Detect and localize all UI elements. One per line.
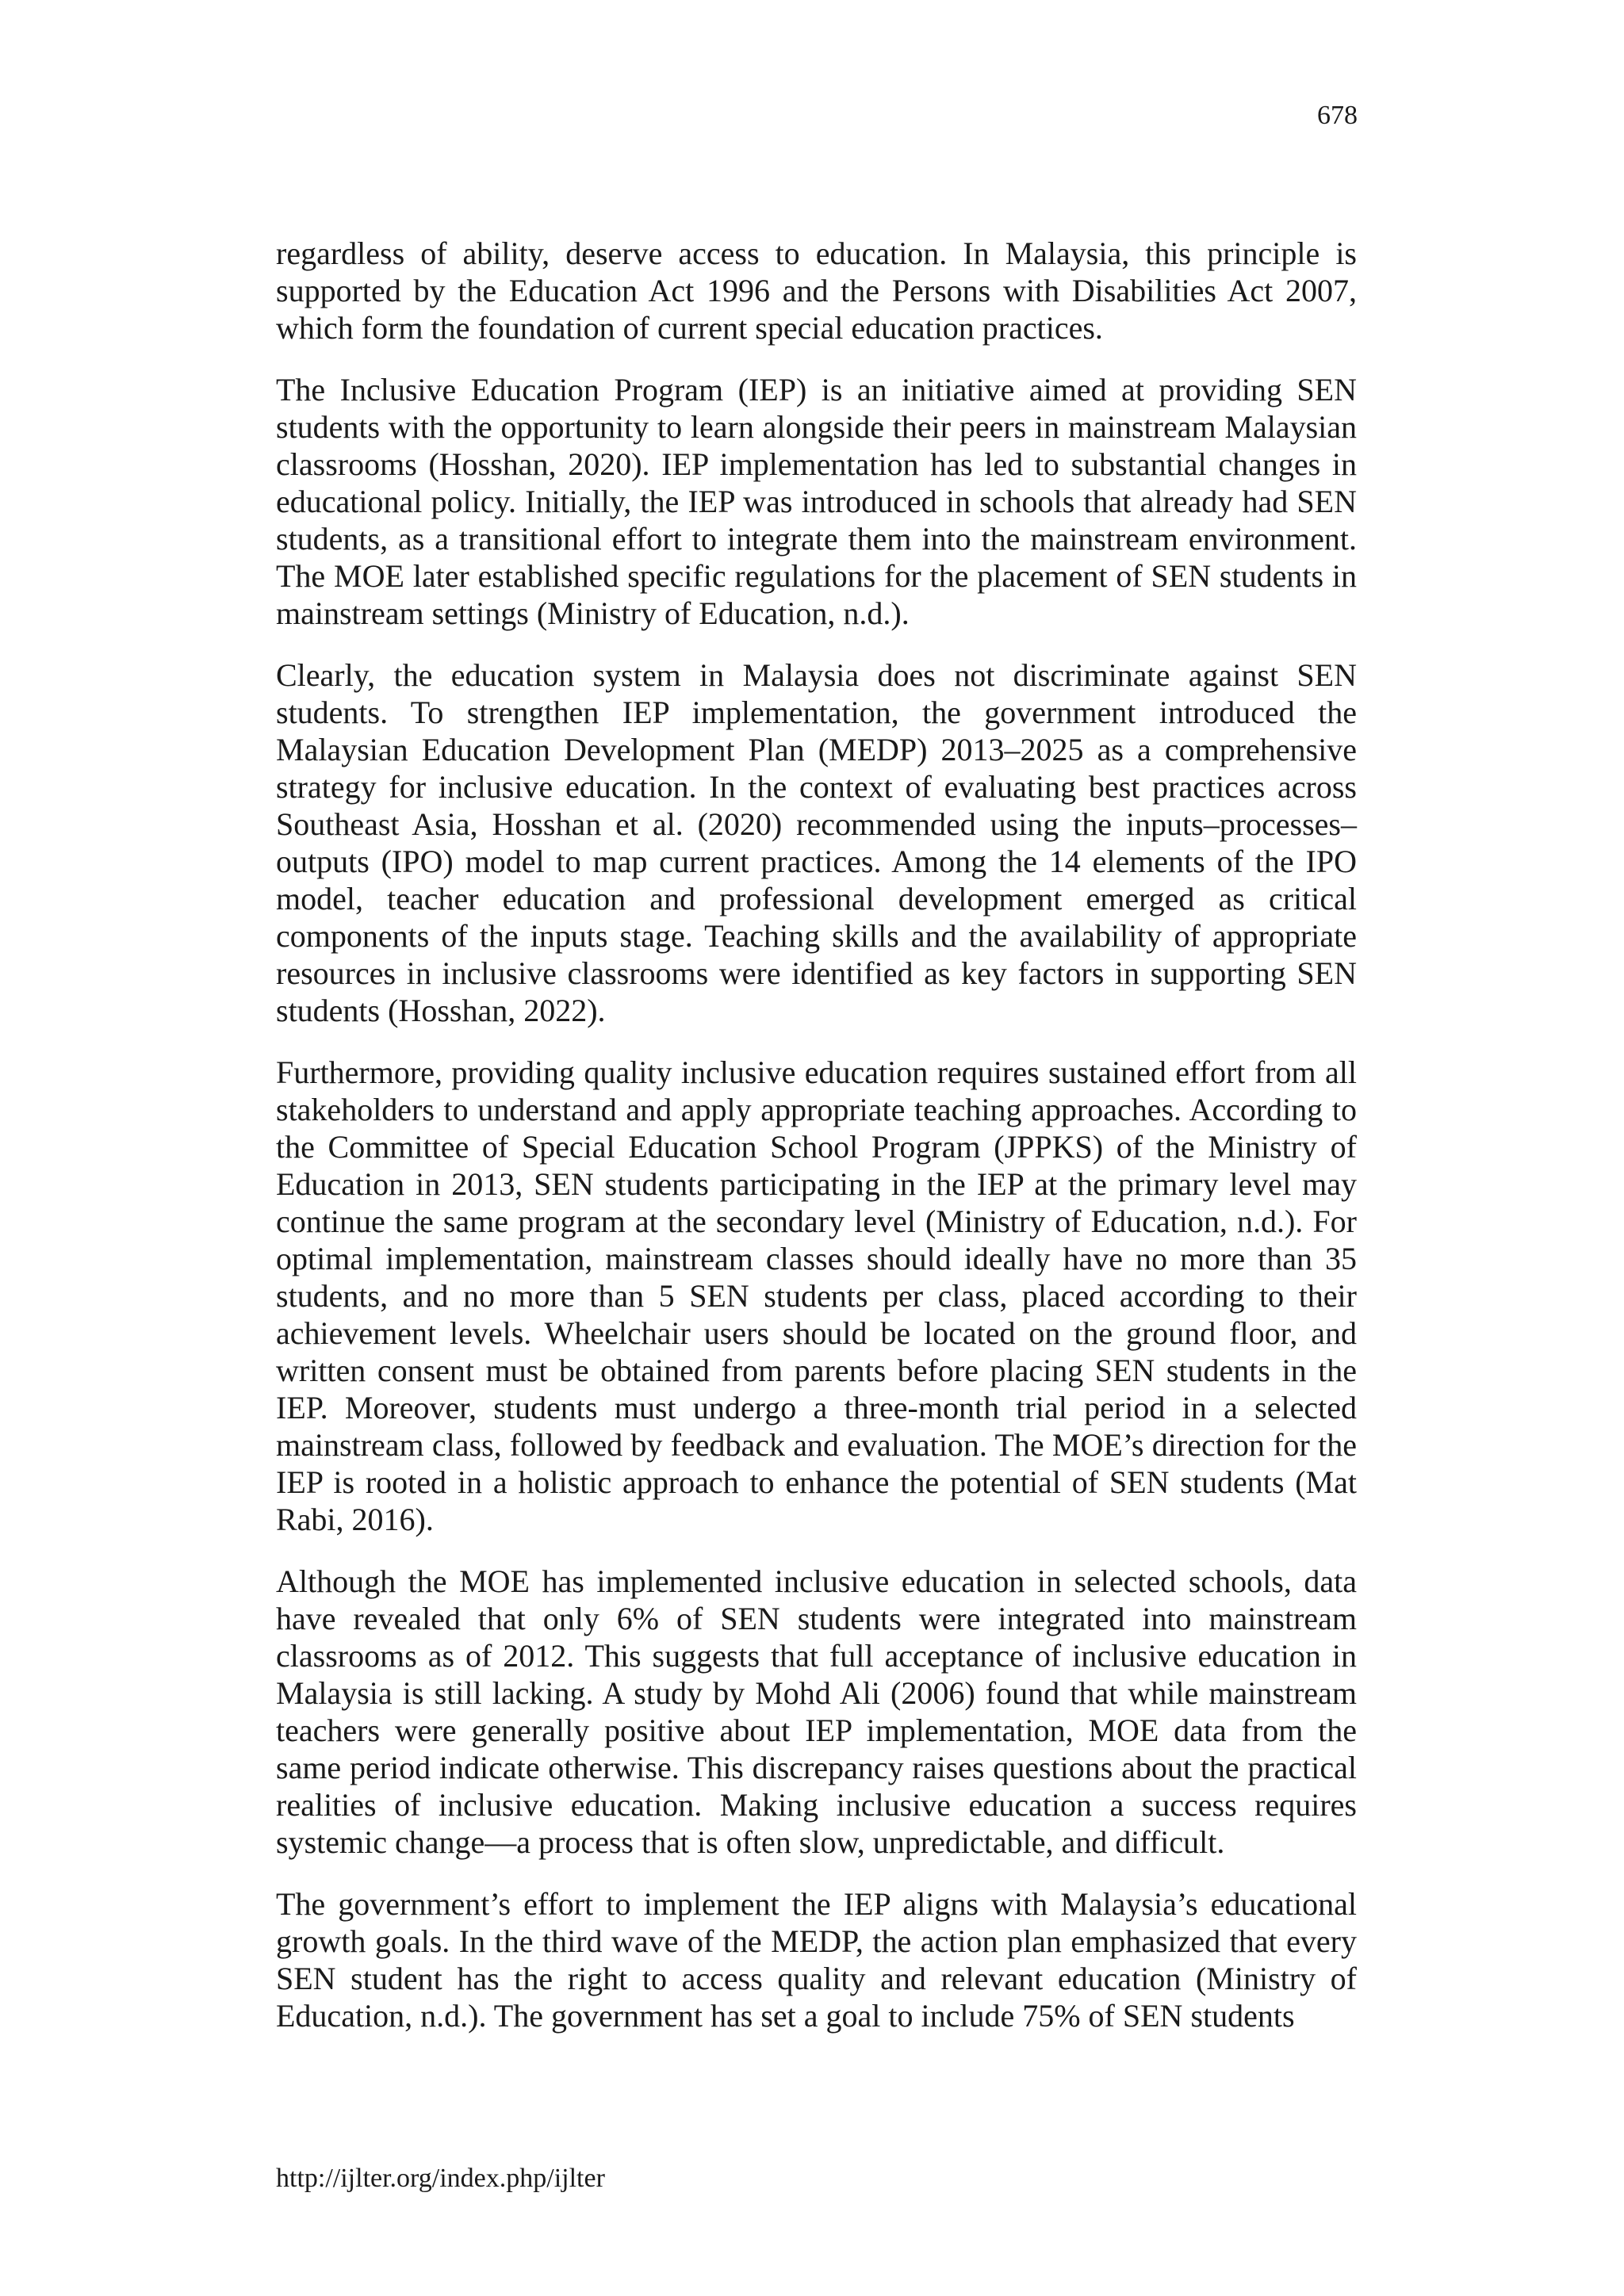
footer-url: http://ijlter.org/index.php/ijlter — [276, 2164, 605, 2193]
body-text — [276, 235, 1357, 2059]
paragraph-5: Although the MOE has implemented inclusive education in selected schools, data have revealed that only 6% of SEN students were integrated into mainstream classrooms as of 2012. This suggests that full acceptance of inclusive education in Malaysia is still lacking. A study by Mohd Ali (2006) found that while mainstream teachers were generally positive about IEP implementation, MOE data from the same period indicate otherwise. This discrepancy raises questions about the practical realities of inclusive education. Making inclusive education a success requires systemic change—a process that is often slow, unpredictable, and difficult. — [276, 1563, 1357, 1860]
paragraph-1: regardless of ability, deserve access to education. In Malaysia, this principle is supported by the Education Act 1996 and the Persons with Disabilities Act 2007, which form the foundation of current special education practices. — [276, 235, 1357, 346]
paragraph-4: Furthermore, providing quality inclusive education requires sustained effort from all stakeholders to understand and apply appropriate teaching approaches. According to the Committee of Special Education School Program (JPPKS) of the Ministry of Education in 2013, SEN students participating in the IEP at the primary level may continue the same program at the secondary level (Ministry of Education, n.d.). For optimal implementation, mainstream classes should ideally have no more than 35 students, and no more than 5 SEN students per class, placed according to their achievement levels. Wheelchair users should be located on the ground floor, and written consent must be obtained from parents before placing SEN students in the IEP. Moreover, students must undergo a three-month trial period in a selected mainstream class, followed by feedback and evaluation. The MOE’s direction for the IEP is rooted in a holistic approach to enhance the potential of SEN students (Mat Rabi, 2016). — [276, 1054, 1357, 1537]
paragraph-6: The government’s effort to implement the IEP aligns with Malaysia’s educational growth goals. In the third wave of the MEDP, the action plan emphasized that every SEN student has the right to access quality and relevant education (Ministry of Education, n.d.). The government has set a goal to include 75% of SEN students — [276, 1886, 1357, 2034]
paragraph-3: Clearly, the education system in Malaysia does not discriminate against SEN students. To strengthen IEP implementation, the government introduced the Malaysian Education Development Plan (MEDP) 2013–2025 as a comprehensive strategy for inclusive education. In the context of evaluating best practices across Southeast Asia, Hosshan et al. (2020) recommended using the inputs–processes–outputs (IPO) model to map current practices. Among the 14 elements of the IPO model, teacher education and professional development emerged as critical components of the inputs stage. Teaching skills and the availability of appropriate resources in inclusive classrooms were identified as key factors in supporting SEN students (Hosshan, 2022). — [276, 657, 1357, 1028]
page-number: 678 — [1317, 101, 1358, 130]
paragraph-2: The Inclusive Education Program (IEP) is an initiative aimed at providing SEN students with the opportunity to learn alongside their peers in mainstream Malaysian classrooms (Hosshan, 2020). IEP implementation has led to substantial changes in educational policy. Initially, the IEP was introduced in schools that already had SEN students, as a transitional effort to integrate them into the mainstream environment. The MOE later established specific regulations for the placement of SEN students in mainstream settings (Ministry of Education, n.d.). — [276, 372, 1357, 631]
